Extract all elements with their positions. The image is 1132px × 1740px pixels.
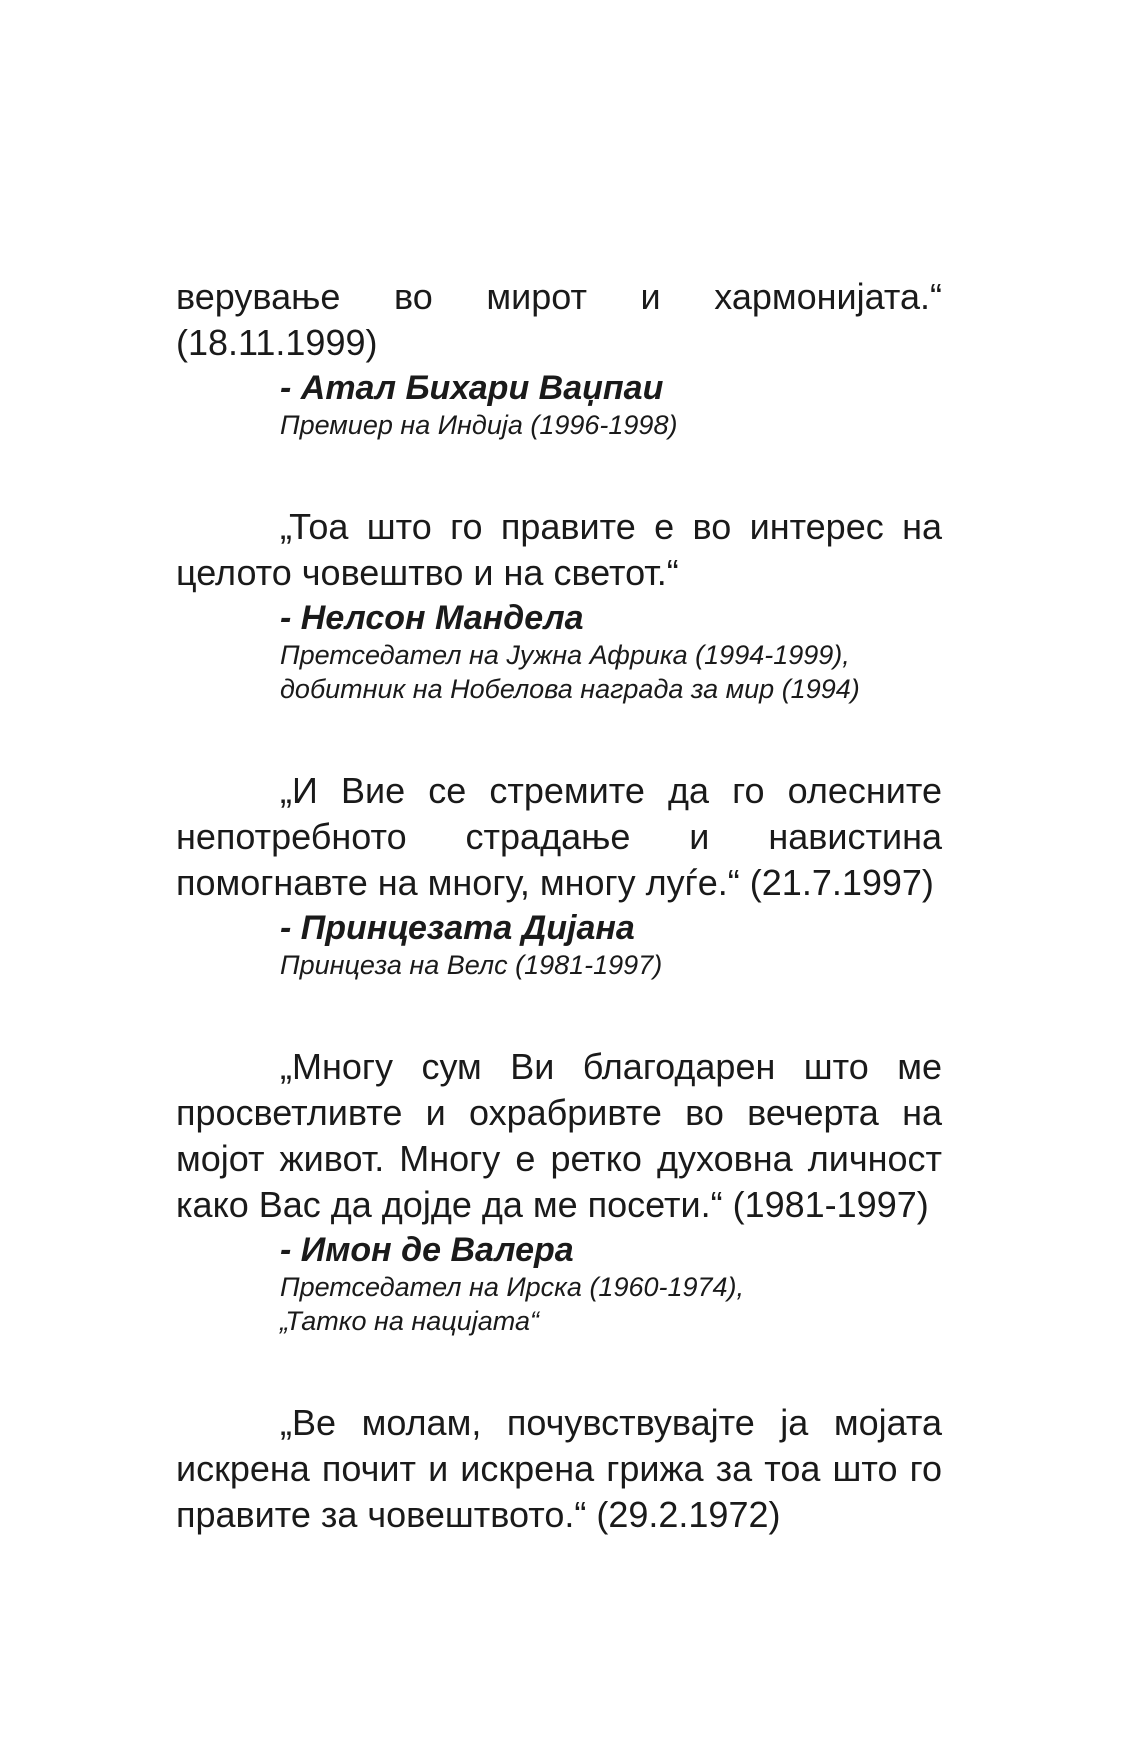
author-role: Претседател на Јужна Африка (1994-1999), [280,640,850,670]
quote-block-final [176,1400,942,1538]
author-role: „Татко на нацијата“ [280,1306,539,1336]
quote-block-mandela [176,504,942,706]
author-role: Принцеза на Велс (1981-1997) [280,950,663,980]
attribution [280,598,942,706]
attribution [280,368,942,442]
author-role: Претседател на Ирска (1960-1974), [280,1272,745,1302]
quote-author: - Принцезата Дијана [280,909,635,947]
quote-author: - Нелсон Мандела [280,599,584,637]
quote-text: верување во мирот и хармонијата.“ (18.11.1999) [176,276,942,363]
quote-block-diana [176,768,942,982]
quote-text: „Тоа што го правите е во интерес на целото човештво и на светот.“ [176,506,942,593]
attribution [280,1230,942,1338]
quote-text: „Ве молам, почувствувајте ја мојата искрена почит и искрена грижа за тоа што го правите за човештвото.“ (29.2.1972) [176,1402,942,1535]
attribution [280,908,942,982]
author-role: добитник на Нобелова награда за мир (1994) [280,674,860,704]
quote-text: „Многу сум Ви благодарен што ме просветливте и охрабривте во вечерта на мојот живот. Многу е ретко духовна личност како Вас да дојде да ме посети.“ (1981-1997) [176,1046,942,1225]
quote-block-vajpayee [176,274,942,442]
quote-text: „И Вие се стремите да го олесните непотребното страдање и навистина помогнавте на многу, многу луѓе.“ (21.7.1997) [176,770,942,903]
quote-block-de-valera [176,1044,942,1338]
quote-author: - Имон де Валера [280,1231,574,1269]
quote-author: - Атал Бихари Ваџпаи [280,369,664,407]
author-role: Премиер на Индија (1996-1998) [280,410,678,440]
document-page [176,274,942,1538]
